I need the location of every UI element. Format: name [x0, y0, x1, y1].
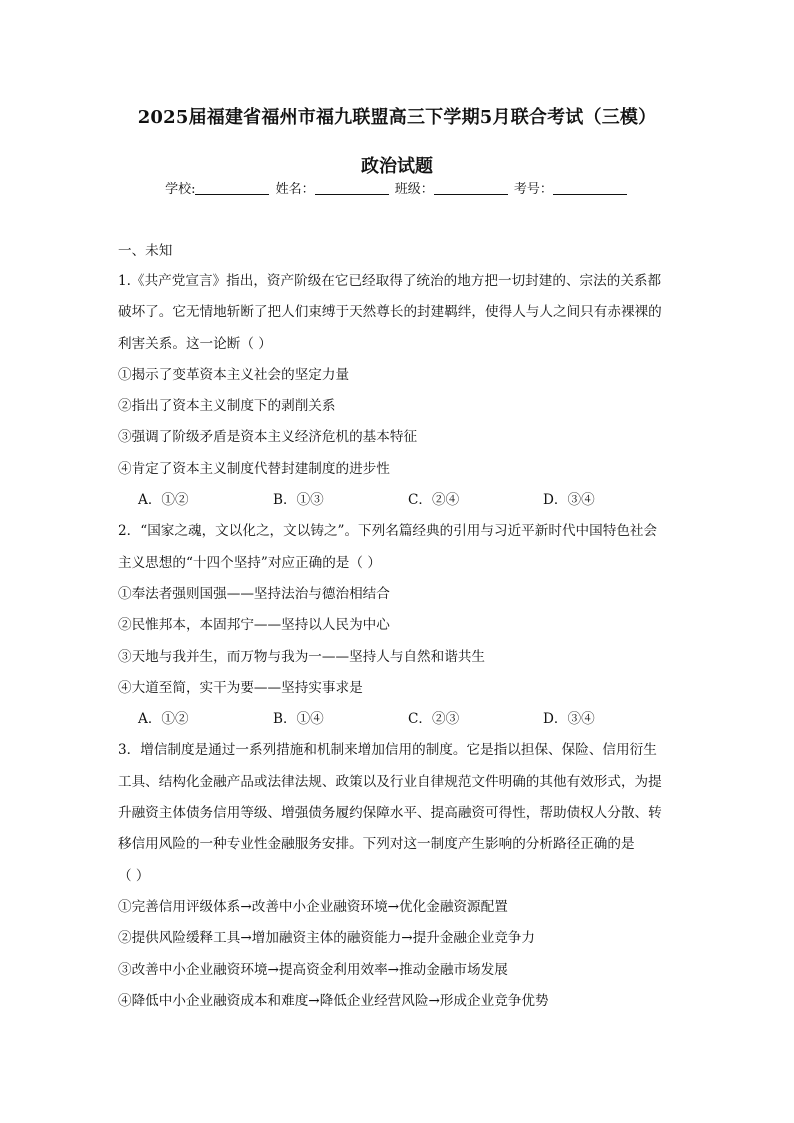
question-2: [118, 516, 678, 735]
section-heading: 一、未知: [118, 243, 173, 259]
option-a[interactable]: A．①②: [138, 711, 189, 728]
question-stem-line: 2．“国家之魂，文以化之，文以铸之”。下列名篇经典的引用与习近平新时代中国特色社会: [118, 523, 658, 540]
title-block: [0, 104, 794, 181]
answer-options: [118, 704, 678, 735]
statement-item: ②提供风险缓释工具→增加融资主体的融资能力→提升金融企业竞争力: [118, 930, 535, 947]
option-c[interactable]: C．②④: [408, 492, 460, 509]
name-blank[interactable]: [315, 180, 389, 195]
option-c[interactable]: C．②③: [408, 711, 460, 728]
option-b[interactable]: B．①④: [273, 711, 324, 728]
answer-options: [118, 485, 678, 516]
school-blank[interactable]: [195, 180, 269, 195]
question-stem-line: 3．增信制度是通过一系列措施和机制来增加信用的制度。它是指以担保、保险、信用衍生: [118, 742, 657, 759]
page-title: 2025届福建省福州市福九联盟高三下学期5月联合考试（三模）: [137, 107, 657, 128]
statement-item: ③强调了阶级矛盾是资本主义经济危机的基本特征: [118, 429, 418, 446]
question-stem-line: 破坏了。它无情地斩断了把人们束缚于天然尊长的封建羁绊，使得人与人之间只有赤裸裸的: [118, 304, 662, 321]
question-stem-line: 主义思想的“十四个坚持”对应正确的是（ ）: [118, 554, 381, 571]
statement-item: ④降低中小企业融资成本和难度→降低企业经营风险→形成企业竞争优势: [118, 992, 549, 1009]
question-stem-line: 1.《共产党宣言》指出，资产阶级在它已经取得了统治的地方把一切封建的、宗法的关系都: [118, 273, 662, 289]
question-stem-line: 移信用风险的一种专业性金融服务安排。下列对这一制度产生影响的分析路径正确的是: [118, 836, 635, 853]
question-stem-line: （ ）: [118, 867, 150, 884]
info-label-class: 班级：: [394, 182, 434, 197]
statement-item: ①完善信用评级体系→改善中小企业融资环境→优化金融资源配置: [118, 898, 508, 915]
option-d[interactable]: D．③④: [543, 492, 595, 509]
statement-item: ②指出了资本主义制度下的剥削关系: [118, 398, 336, 415]
question-stem-line: 工具、结构化金融产品或法律法规、政策以及行业自律规范文件明确的其他有效形式，为提: [118, 773, 662, 790]
option-d[interactable]: D．③④: [543, 711, 595, 728]
question-stem-line: 利害关系。这一论断（ ）: [118, 335, 272, 352]
option-a[interactable]: A．①②: [138, 492, 189, 509]
question-stem-line: 升融资主体债务信用等级、增强债务履约保障水平、提高融资可得性，帮助债权人分散、转: [118, 805, 662, 822]
info-label-exam-number: 考号：: [513, 182, 553, 197]
statement-item: ①揭示了变革资本主义社会的坚定力量: [118, 366, 350, 383]
statement-item: ④肯定了资本主义制度代替封建制度的进步性: [118, 460, 390, 477]
statement-item: ②民惟邦本，本固邦宁——坚持以人民为中心: [118, 617, 390, 634]
statement-item: ①奉法者强则国强——坚持法治与德治相结合: [118, 585, 390, 602]
info-label-school: 学校:: [165, 182, 196, 197]
page-subtitle: 政治试题: [361, 156, 433, 177]
question-1: [118, 266, 678, 516]
class-blank[interactable]: [434, 180, 508, 195]
exam-number-blank[interactable]: [553, 180, 627, 195]
statement-item: ③天地与我并生，而万物与我为一——坚持人与自然和谐共生: [118, 648, 486, 665]
question-3: [118, 735, 678, 1017]
statement-item: ③改善中小企业融资环境→提高资金利用效率→推动金融市场发展: [118, 961, 508, 978]
statement-item: ④大道至简，实干为要——坚持实事求是: [118, 679, 363, 696]
option-b[interactable]: B．①③: [273, 492, 324, 509]
info-label-name: 姓名：: [275, 182, 315, 197]
question-content: [118, 240, 678, 1017]
student-info-row: [0, 180, 794, 200]
